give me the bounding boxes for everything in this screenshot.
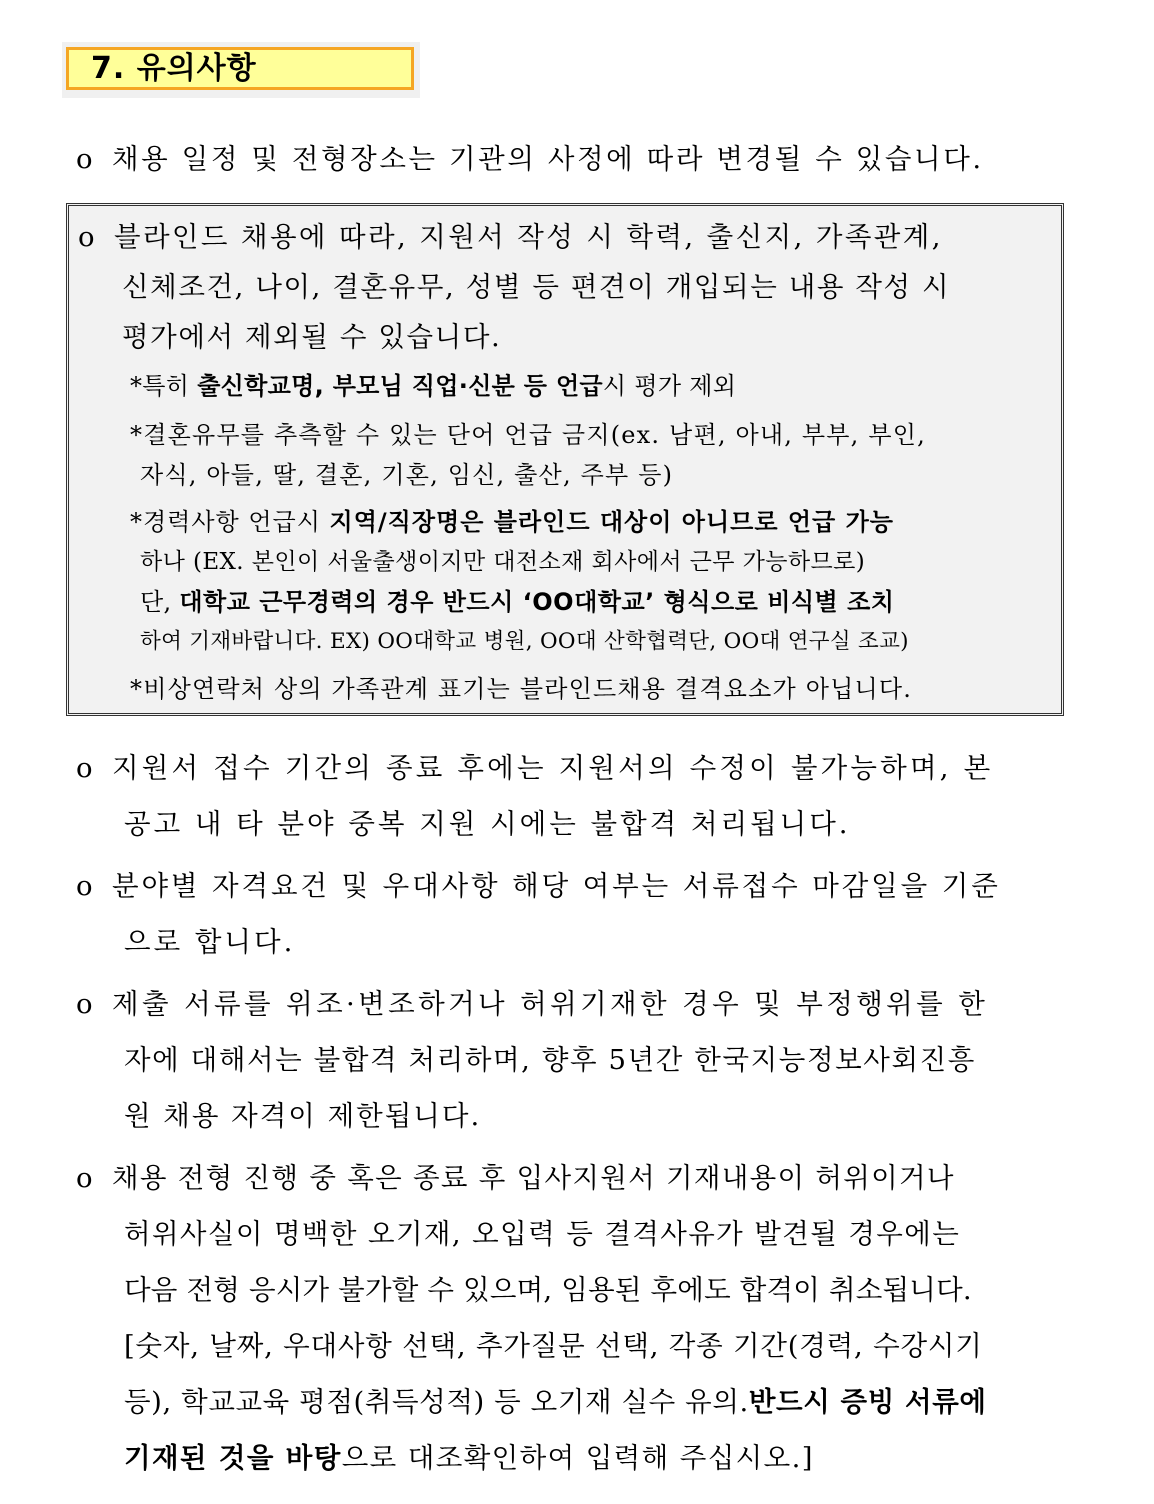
para-line: [숫자, 날짜, 우대사항 선택, 추가질문 선택, 각종 기간(경력, 수강시기 <box>124 1330 983 1362</box>
note-bold: 대학교 근무경력의 경우 반드시 ‘OO대학교’ 형식으로 비식별 조치 <box>179 588 895 616</box>
notice-schedule-text: 채용 일정 및 전형장소는 기관의 사정에 따라 변경될 수 있습니다. <box>112 143 984 175</box>
para-line: 제출 서류를 위조·변조하거나 허위기재한 경우 및 부정행위를 한 <box>112 988 989 1020</box>
para-line: 분야별 자격요건 및 우대사항 해당 여부는 서류접수 마감일을 기준 <box>112 870 1001 902</box>
para-line: 공고 내 타 분야 중복 지원 시에는 불합격 처리됩니다. <box>124 808 851 840</box>
notice-false-information <box>76 1150 1070 1486</box>
blind-note-2 <box>130 415 1026 495</box>
notice-qualification <box>76 858 1070 970</box>
note-bold: 출신학교명, 부모님 직업·신분 등 언급 <box>197 372 603 400</box>
para-bold: 기재된 것을 바탕 <box>124 1442 342 1474</box>
blind-note-3 <box>130 502 1026 662</box>
note-text: *특히 <box>130 372 198 400</box>
note-line: 하여 기재바랍니다. EX) OO대학교 병원, OO대 산학협력단, OO대 연구실 조교) <box>140 629 909 654</box>
para-line: 자에 대해서는 불합격 처리하며, 향후 5년간 한국지능정보사회진흥 <box>124 1044 976 1076</box>
blind-line-2: 신체조건, 나이, 결혼유무, 성별 등 편견이 개입되는 내용 작성 시 <box>122 271 951 303</box>
blind-note-4 <box>130 671 1024 707</box>
para-line: 등), 학교교육 평점(취득성적) 등 오기재 실수 유의. <box>124 1386 749 1418</box>
notice-application-period <box>76 740 1070 852</box>
para-line: 원 채용 자격이 제한됩니다. <box>124 1100 482 1132</box>
para-line: 허위사실이 명백한 오기재, 오입력 등 결격사유가 발견될 경우에는 <box>124 1218 961 1250</box>
notice-forgery <box>76 976 1070 1144</box>
section-header <box>62 42 420 98</box>
blind-line-1: 블라인드 채용에 따라, 지원서 작성 시 학력, 출신지, 가족관계, <box>114 221 943 253</box>
bullet: o <box>76 988 94 1020</box>
bullet: o <box>76 870 94 902</box>
note-line: *결혼유무를 추측할 수 있는 단어 언급 금지(ex. 남편, 아내, 부부, 부인, <box>130 421 926 449</box>
para-bold: 반드시 증빙 서류에 <box>748 1386 987 1418</box>
note-bold: 지역/직장명은 블라인드 대상이 아니므로 언급 가능 <box>329 508 894 536</box>
bullet: o <box>76 143 94 175</box>
para-line: 지원서 접수 기간의 종료 후에는 지원서의 수정이 불가능하며, 본 <box>112 752 994 784</box>
blind-note-1 <box>130 368 1024 404</box>
bullet: o <box>78 221 96 253</box>
blind-line-3: 평가에서 제외될 수 있습니다. <box>122 321 502 353</box>
section-title: 7. 유의사항 <box>66 47 414 90</box>
para-line: 으로 대조확인하여 입력해 주십시오.] <box>341 1442 814 1474</box>
note-text: 단, <box>140 588 180 616</box>
note-line: 자식, 아들, 딸, 결혼, 기혼, 임신, 출산, 주부 등) <box>140 461 674 489</box>
note-text: 시 평가 제외 <box>602 372 737 400</box>
note-line: 하나 (EX. 본인이 서울출생이지만 대전소재 회사에서 근무 가능하므로) <box>140 549 866 575</box>
note-text: *경력사항 언급시 <box>130 508 330 536</box>
bullet: o <box>76 752 94 784</box>
para-line: 채용 전형 진행 중 혹은 종료 후 입사지원서 기재내용이 허위이거나 <box>112 1162 955 1194</box>
para-line: 다음 전형 응시가 불가할 수 있으며, 임용된 후에도 합격이 취소됩니다. <box>124 1274 972 1306</box>
notice-schedule <box>76 140 1070 178</box>
para-line: 으로 합니다. <box>124 926 296 958</box>
bullet: o <box>76 1162 94 1194</box>
blind-hiring-notice <box>78 212 982 362</box>
note-line: *비상연락처 상의 가족관계 표기는 블라인드채용 결격요소가 아닙니다. <box>130 675 913 703</box>
